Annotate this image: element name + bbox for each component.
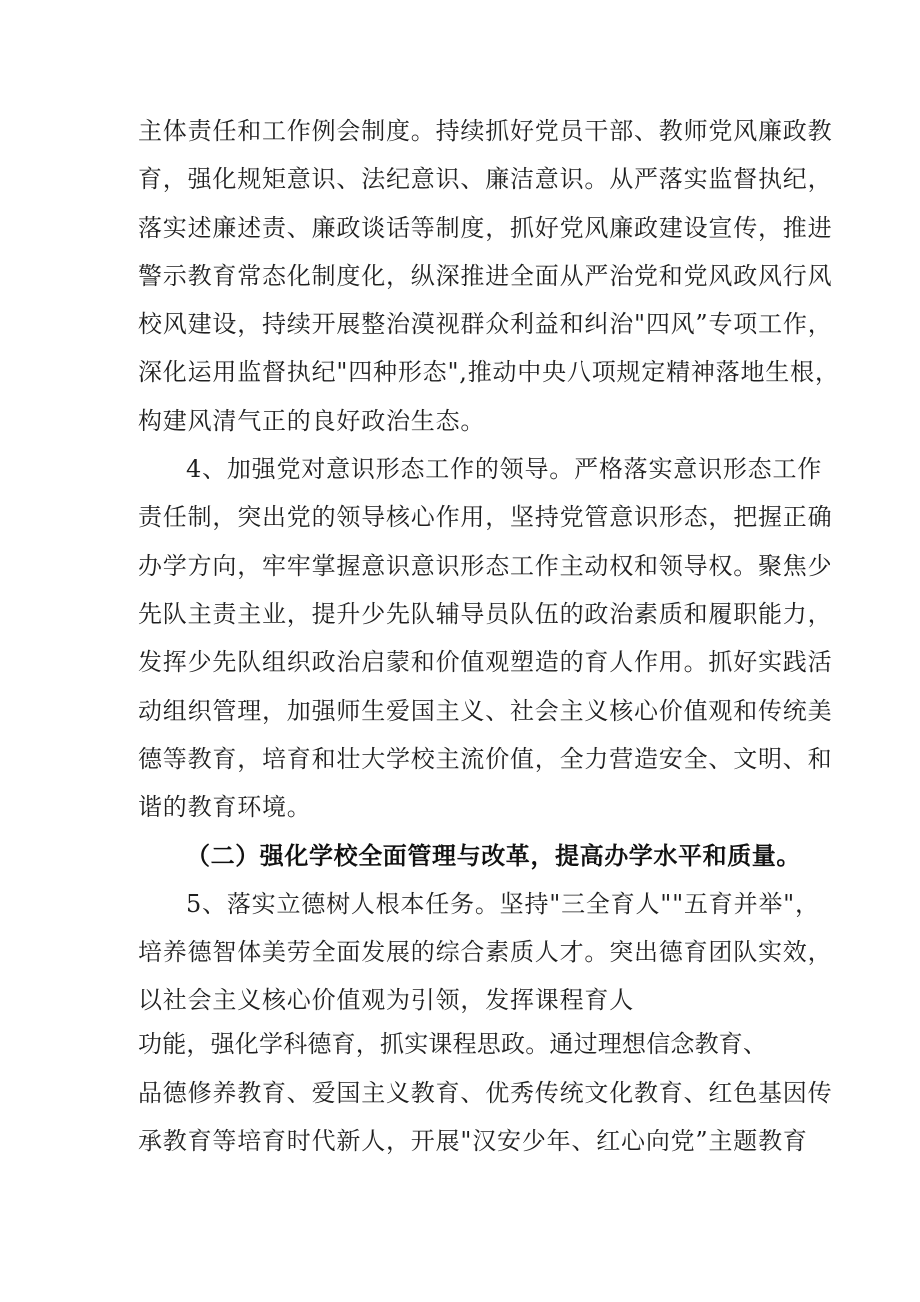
paragraph-line: 责任制，突出党的领导核心作用，坚持党管意识形态，把握正确 xyxy=(138,503,833,531)
paragraph-line: 校风建设，持续开展整治漠视群众利益和纠治"四风”专项工作， xyxy=(138,310,833,338)
paragraph-line: 主体责任和工作例会制度。持续抓好党员干部、教师党风廉政教 xyxy=(138,117,833,145)
paragraph-line: 办学方向，牢牢掌握意识意识形态工作主动权和领导权。聚焦少 xyxy=(138,552,833,580)
paragraph-line: 4、加强党对意识形态工作的领导。严格落实意识形态工作 xyxy=(186,455,823,483)
paragraph-line: 发挥少先队组织政治启蒙和价值观塑造的育人作用。抓好实践活 xyxy=(138,648,833,676)
paragraph-line: 深化运用监督执纪"四种形态",推动中央八项规定精神落地生根， xyxy=(138,358,840,386)
paragraph-line: 品德修养教育、爱国主义教育、优秀传统文化教育、红色基因传 xyxy=(138,1079,833,1107)
paragraph-line: 以社会主义核心价值观为引领，发挥课程育人 xyxy=(138,986,634,1014)
paragraph-line: 警示教育常态化制度化，纵深推进全面从严治党和党风政风行风 xyxy=(138,262,833,290)
paragraph-line: 动组织管理，加强师生爱国主义、社会主义核心价值观和传统美 xyxy=(138,697,833,725)
paragraph-line: 先队主责主业，提升少先队辅导员队伍的政治素质和履职能力， xyxy=(138,600,833,628)
paragraph-line: 构建风清气正的良好政治生态。 xyxy=(138,407,486,435)
paragraph-line: 谐的教育环境。 xyxy=(138,793,312,821)
paragraph-line: 育，强化规矩意识、法纪意识、廉洁意识。从严落实监督执纪， xyxy=(138,165,833,193)
paragraph-line: 落实述廉述责、廉政谈话等制度，抓好党风廉政建设宣传，推进 xyxy=(138,214,833,242)
paragraph-line: 德等教育，培育和壮大学校主流价值，全力营造安全、文明、和 xyxy=(138,745,833,773)
section-heading: （二）强化学校全面管理与改革，提高办学水平和质量。 xyxy=(186,841,801,870)
paragraph-line: 培养德智体美劳全面发展的综合素质人才。突出德育团队实效， xyxy=(138,938,833,966)
paragraph-line: 承教育等培育时代新人，开展"汉安少年、红心向党”主题教育 xyxy=(138,1127,808,1155)
paragraph-line: 5、落实立德树人根本任务。坚持"三全育人""五育并举"， xyxy=(186,890,820,918)
paragraph-line: 功能，强化学科德育，抓实课程思政。通过理想信念教育、 xyxy=(138,1030,768,1058)
